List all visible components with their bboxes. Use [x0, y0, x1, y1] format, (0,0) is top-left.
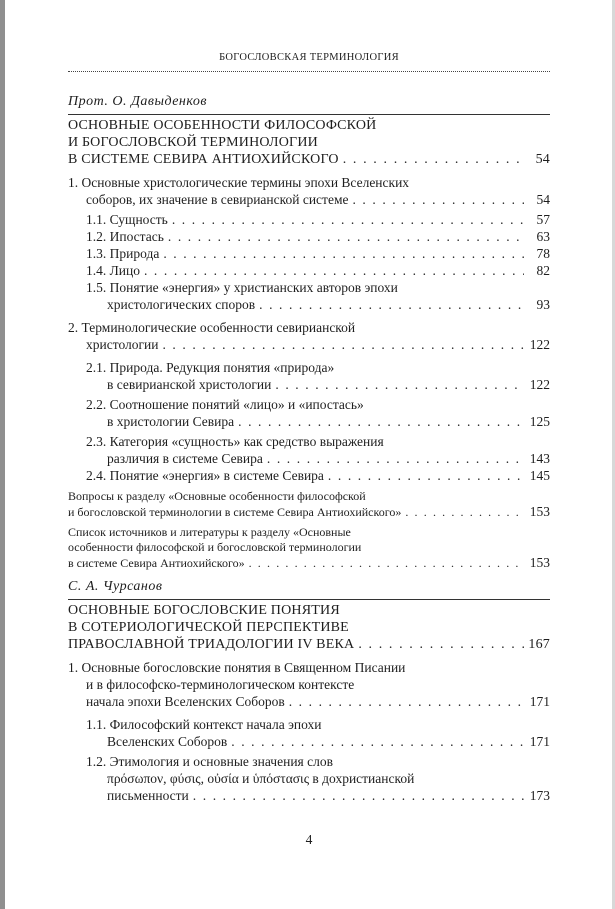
- toc-entry[interactable]: [68, 525, 550, 571]
- entry-line: 2.3. Категория «сущность» как средство выражения: [86, 434, 384, 449]
- page-number: 4: [305, 832, 313, 847]
- running-head: БОГОСЛОВСКАЯ ТЕРМИНОЛОГИЯ: [219, 52, 399, 63]
- page-ref: 54: [535, 152, 550, 167]
- toc-entry[interactable]: [68, 396, 550, 430]
- toc-section-2: [68, 579, 550, 804]
- toc-entry[interactable]: [68, 262, 550, 279]
- title-line: ОСНОВНЫЕ ОСОБЕННОСТИ ФИЛОСОФСКОЙ: [68, 118, 377, 133]
- entry-line: 2.4. Понятие «энергия» в системе Севира: [86, 468, 324, 483]
- entry-line: 2.1. Природа. Редукция понятия «природа»: [86, 360, 335, 375]
- toc-entry[interactable]: [68, 433, 550, 467]
- entry-line: и богословской терминологии в системе Севира Антиохийского»: [68, 505, 402, 519]
- page-ref: 145: [529, 468, 550, 483]
- page-ref: 171: [529, 694, 550, 709]
- entry-line: Вселенских Соборов: [107, 734, 228, 749]
- title-line: В СОТЕРИОЛОГИЧЕСКОЙ ПЕРСПЕКТИВЕ: [68, 620, 349, 635]
- toc-entry[interactable]: [68, 211, 550, 228]
- entry-line: и в философско-терминологическом контексте: [86, 677, 355, 692]
- toc-entry[interactable]: [68, 174, 550, 208]
- page-ref: 82: [536, 263, 550, 278]
- entry-line: письменности: [107, 788, 189, 803]
- toc-entry[interactable]: [68, 753, 550, 804]
- entry-line: соборов, их значение в севирианской системе: [86, 192, 349, 207]
- toc-entry[interactable]: [68, 359, 550, 393]
- entry-line: πρόσωπον, φύσις, οὐσία и ὑπόστασις в дохристианской: [107, 771, 415, 786]
- page-ref: 125: [529, 414, 550, 429]
- page-ref: 57: [536, 212, 550, 227]
- title-line: ОСНОВНЫЕ БОГОСЛОВСКИЕ ПОНЯТИЯ: [68, 603, 340, 618]
- title-line: И БОГОСЛОВСКОЙ ТЕРМИНОЛОГИИ: [68, 135, 318, 150]
- toc-entry[interactable]: [68, 228, 550, 245]
- entry-line: христологических споров: [107, 297, 256, 312]
- page-ref: 122: [529, 337, 550, 352]
- page-ref: 78: [536, 246, 550, 261]
- entry-line: 1.2. Ипостась: [86, 229, 164, 244]
- header-rule: [68, 71, 550, 72]
- entry-line: 1.1. Сущность: [86, 212, 168, 227]
- section-author: Прот. О. Давыденков: [68, 94, 207, 109]
- section-title[interactable]: [68, 117, 550, 168]
- page-ref: 143: [529, 451, 550, 466]
- section-rule: [68, 599, 550, 600]
- entry-line: особенности философской и богословской терминологии: [68, 540, 362, 554]
- entry-line: 1.2. Этимология и основные значения слов: [86, 754, 333, 769]
- page-left-edge: [0, 0, 5, 909]
- page-ref: 171: [529, 734, 550, 749]
- toc-entry[interactable]: [68, 319, 550, 353]
- entry-line: 1.4. Лицо: [86, 263, 140, 278]
- title-line: ПРАВОСЛАВНОЙ ТРИАДОЛОГИИ IV ВЕКА: [68, 637, 355, 652]
- entry-line: 1.1. Философский контекст начала эпохи: [86, 717, 322, 732]
- page-ref: 93: [536, 297, 550, 312]
- entry-line: различия в системе Севира: [107, 451, 263, 466]
- page-ref: 153: [529, 504, 550, 519]
- entry-line: в севирианской христологии: [107, 377, 272, 392]
- toc: [68, 94, 550, 807]
- toc-section-1: [68, 94, 550, 571]
- entry-line: Вопросы к разделу «Основные особенности философской: [68, 489, 366, 503]
- page-ref: 54: [536, 192, 550, 207]
- entry-line: 1. Основные богословские понятия в Священном Писании: [68, 660, 406, 675]
- toc-entry[interactable]: [68, 467, 550, 484]
- entry-line: 1.5. Понятие «энергия» у христианских авторов эпохи: [86, 280, 398, 295]
- page-ref: 167: [528, 637, 550, 652]
- section-author: С. А. Чурсанов: [68, 579, 163, 594]
- toc-entry[interactable]: [68, 279, 550, 313]
- title-line: В СИСТЕМЕ СЕВИРА АНТИОХИЙСКОГО: [68, 152, 339, 167]
- entry-line: в системе Севира Антиохийского»: [68, 556, 245, 570]
- entry-line: в христологии Севира: [107, 414, 235, 429]
- toc-entry[interactable]: [68, 245, 550, 262]
- entry-line: 1.3. Природа: [86, 246, 160, 261]
- page-ref: 122: [529, 377, 550, 392]
- entry-line: Список источников и литературы к разделу «Основные: [68, 525, 351, 539]
- section-title[interactable]: [68, 602, 550, 653]
- page-ref: 153: [529, 555, 550, 570]
- entry-line: христологии: [86, 337, 159, 352]
- entry-line: 1. Основные христологические термины эпохи Вселенских: [68, 175, 410, 190]
- toc-entry[interactable]: [68, 659, 550, 710]
- entry-line: 2.2. Соотношение понятий «лицо» и «ипостась»: [86, 397, 364, 412]
- page-ref: 63: [536, 229, 550, 244]
- toc-entry[interactable]: [68, 489, 550, 520]
- section-rule: [68, 114, 550, 115]
- page-ref: 173: [529, 788, 550, 803]
- entry-line: 2. Терминологические особенности севирианской: [68, 320, 356, 335]
- entry-line: начала эпохи Вселенских Соборов: [86, 694, 285, 709]
- toc-entry[interactable]: [68, 716, 550, 750]
